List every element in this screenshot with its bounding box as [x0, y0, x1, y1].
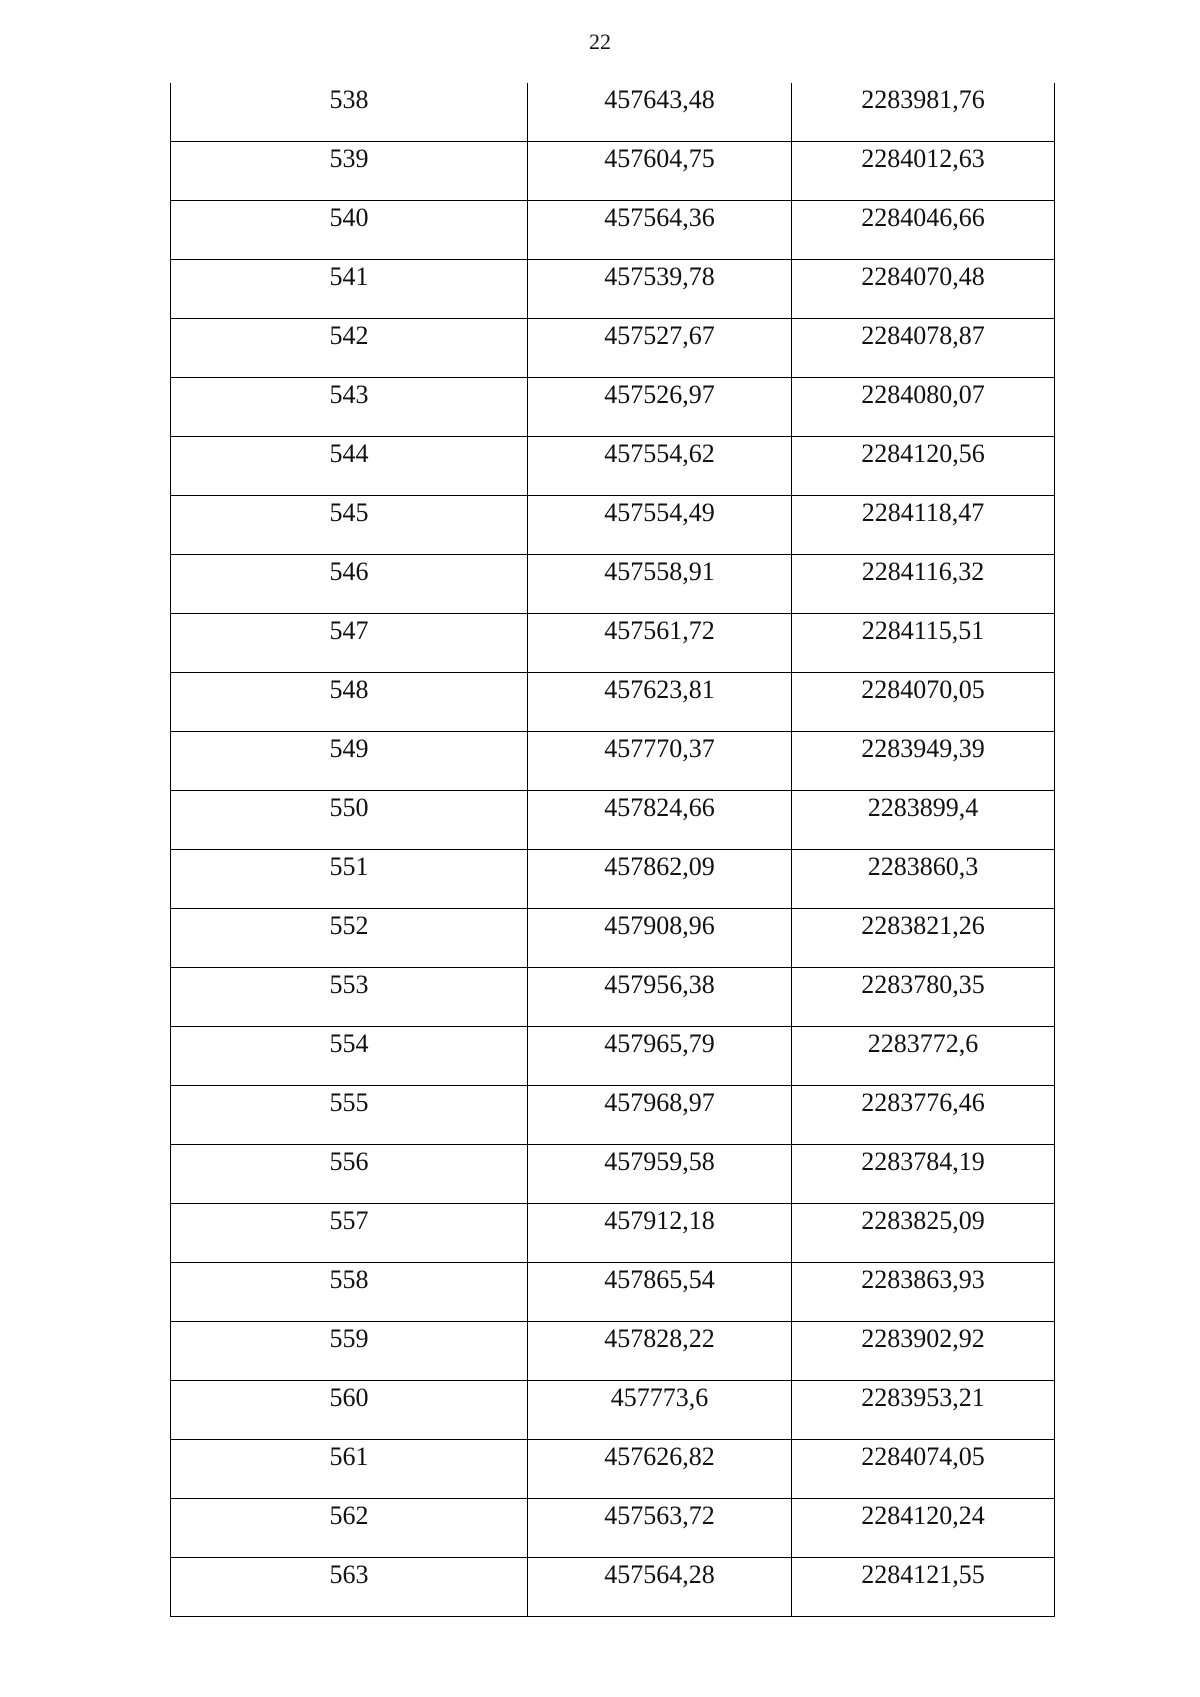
- y-coordinate-cell: [792, 83, 1055, 142]
- table-row: [171, 1558, 1055, 1617]
- cell-text: 457912,18: [604, 1206, 715, 1235]
- cell-text: 2283899,4: [867, 793, 979, 822]
- cell-text: 2284074,05: [861, 1442, 985, 1471]
- cell-text: 555: [329, 1088, 369, 1117]
- table-row: [171, 1027, 1055, 1086]
- table-row: [171, 142, 1055, 201]
- y-coordinate-cell: [792, 909, 1055, 968]
- x-coordinate-cell: [528, 378, 792, 437]
- cell-text: 556: [329, 1147, 369, 1176]
- x-coordinate-cell: [528, 1499, 792, 1558]
- y-coordinate-cell: [792, 1440, 1055, 1499]
- cell-text: 2283780,35: [861, 970, 985, 999]
- cell-text: 457563,72: [604, 1501, 715, 1530]
- y-coordinate-cell: [792, 1322, 1055, 1381]
- cell-text: 457956,38: [604, 970, 715, 999]
- cell-text: 553: [329, 970, 369, 999]
- y-coordinate-cell: [792, 201, 1055, 260]
- x-coordinate-cell: [528, 1145, 792, 1204]
- x-coordinate-cell: [528, 1381, 792, 1440]
- x-coordinate-cell: [528, 673, 792, 732]
- point-number-cell: [171, 201, 528, 260]
- cell-text: 559: [329, 1324, 369, 1353]
- x-coordinate-cell: [528, 437, 792, 496]
- cell-text: 2284116,32: [861, 557, 985, 586]
- point-number-cell: [171, 909, 528, 968]
- cell-text: 2284078,87: [861, 321, 985, 350]
- cell-text: 457862,09: [604, 852, 715, 881]
- point-number-cell: [171, 1440, 528, 1499]
- x-coordinate-cell: [528, 319, 792, 378]
- cell-text: 457561,72: [604, 616, 715, 645]
- cell-text: 457770,37: [604, 734, 715, 763]
- cell-text: 2283772,6: [867, 1029, 979, 1058]
- table-row: [171, 791, 1055, 850]
- cell-text: 562: [329, 1501, 369, 1530]
- coordinates-table-body: [171, 83, 1055, 1617]
- point-number-cell: [171, 1558, 528, 1617]
- cell-text: 457965,79: [604, 1029, 715, 1058]
- x-coordinate-cell: [528, 496, 792, 555]
- cell-text: 457526,97: [604, 380, 715, 409]
- cell-text: 551: [329, 852, 369, 881]
- y-coordinate-cell: [792, 319, 1055, 378]
- point-number-cell: [171, 1145, 528, 1204]
- point-number-cell: [171, 1086, 528, 1145]
- cell-text: 457554,49: [604, 498, 715, 527]
- point-number-cell: [171, 1322, 528, 1381]
- table-row: [171, 319, 1055, 378]
- table-row: [171, 1381, 1055, 1440]
- y-coordinate-cell: [792, 1145, 1055, 1204]
- table-row: [171, 83, 1055, 142]
- point-number-cell: [171, 614, 528, 673]
- cell-text: 457604,75: [604, 144, 715, 173]
- x-coordinate-cell: [528, 1027, 792, 1086]
- cell-text: 2283949,39: [861, 734, 985, 763]
- x-coordinate-cell: [528, 83, 792, 142]
- cell-text: 457959,58: [604, 1147, 715, 1176]
- cell-text: 563: [329, 1560, 369, 1589]
- table-row: [171, 1263, 1055, 1322]
- y-coordinate-cell: [792, 1263, 1055, 1322]
- x-coordinate-cell: [528, 850, 792, 909]
- cell-text: 2284118,47: [861, 498, 985, 527]
- cell-text: 2283902,92: [861, 1324, 985, 1353]
- point-number-cell: [171, 968, 528, 1027]
- y-coordinate-cell: [792, 614, 1055, 673]
- x-coordinate-cell: [528, 1086, 792, 1145]
- cell-text: 457865,54: [604, 1265, 715, 1294]
- cell-text: 457908,96: [604, 911, 715, 940]
- point-number-cell: [171, 732, 528, 791]
- y-coordinate-cell: [792, 378, 1055, 437]
- cell-text: 2284070,05: [861, 675, 985, 704]
- point-number-cell: [171, 260, 528, 319]
- point-number-cell: [171, 673, 528, 732]
- x-coordinate-cell: [528, 260, 792, 319]
- table-row: [171, 614, 1055, 673]
- y-coordinate-cell: [792, 791, 1055, 850]
- cell-text: 457643,48: [604, 85, 715, 114]
- table-row: [171, 1322, 1055, 1381]
- cell-text: 457558,91: [604, 557, 715, 586]
- point-number-cell: [171, 1263, 528, 1322]
- cell-text: 2283784,19: [861, 1147, 985, 1176]
- y-coordinate-cell: [792, 1381, 1055, 1440]
- cell-text: 546: [329, 557, 369, 586]
- y-coordinate-cell: [792, 673, 1055, 732]
- cell-text: 2283825,09: [861, 1206, 985, 1235]
- cell-text: 2284012,63: [861, 144, 985, 173]
- table-row: [171, 1204, 1055, 1263]
- cell-text: 2283776,46: [861, 1088, 985, 1117]
- x-coordinate-cell: [528, 909, 792, 968]
- cell-text: 545: [329, 498, 369, 527]
- y-coordinate-cell: [792, 1086, 1055, 1145]
- table-row: [171, 909, 1055, 968]
- y-coordinate-cell: [792, 850, 1055, 909]
- cell-text: 2283863,93: [861, 1265, 985, 1294]
- point-number-cell: [171, 378, 528, 437]
- cell-text: 542: [329, 321, 369, 350]
- cell-text: 2284080,07: [861, 380, 985, 409]
- cell-text: 557: [329, 1206, 369, 1235]
- cell-text: 457824,66: [604, 793, 715, 822]
- table-row: [171, 437, 1055, 496]
- y-coordinate-cell: [792, 1204, 1055, 1263]
- cell-text: 550: [329, 793, 369, 822]
- cell-text: 457554,62: [604, 439, 715, 468]
- cell-text: 2284115,51: [861, 616, 985, 645]
- point-number-cell: [171, 142, 528, 201]
- point-number-cell: [171, 791, 528, 850]
- page-number: 22: [589, 29, 611, 54]
- cell-text: 2283860,3: [867, 852, 979, 881]
- y-coordinate-cell: [792, 437, 1055, 496]
- y-coordinate-cell: [792, 142, 1055, 201]
- x-coordinate-cell: [528, 201, 792, 260]
- y-coordinate-cell: [792, 732, 1055, 791]
- x-coordinate-cell: [528, 614, 792, 673]
- cell-text: 457527,67: [604, 321, 715, 350]
- table-row: [171, 201, 1055, 260]
- cell-text: 457623,81: [604, 675, 715, 704]
- cell-text: 547: [329, 616, 369, 645]
- point-number-cell: [171, 850, 528, 909]
- x-coordinate-cell: [528, 142, 792, 201]
- cell-text: 540: [329, 203, 369, 232]
- x-coordinate-cell: [528, 555, 792, 614]
- y-coordinate-cell: [792, 1499, 1055, 1558]
- cell-text: 541: [329, 262, 369, 291]
- x-coordinate-cell: [528, 791, 792, 850]
- table-row: [171, 378, 1055, 437]
- x-coordinate-cell: [528, 968, 792, 1027]
- table-row: [171, 1145, 1055, 1204]
- table-row: [171, 1086, 1055, 1145]
- table-row: [171, 968, 1055, 1027]
- cell-text: 561: [329, 1442, 369, 1471]
- cell-text: 558: [329, 1265, 369, 1294]
- cell-text: 2283981,76: [861, 85, 985, 114]
- y-coordinate-cell: [792, 1027, 1055, 1086]
- cell-text: 2284121,55: [861, 1560, 985, 1589]
- cell-text: 538: [329, 85, 369, 114]
- point-number-cell: [171, 319, 528, 378]
- cell-text: 2284120,56: [861, 439, 985, 468]
- cell-text: 457539,78: [604, 262, 715, 291]
- point-number-cell: [171, 1204, 528, 1263]
- point-number-cell: [171, 1027, 528, 1086]
- y-coordinate-cell: [792, 555, 1055, 614]
- x-coordinate-cell: [528, 1263, 792, 1322]
- cell-text: 2283953,21: [861, 1383, 985, 1412]
- table-row: [171, 1499, 1055, 1558]
- point-number-cell: [171, 437, 528, 496]
- cell-text: 457564,36: [604, 203, 715, 232]
- cell-text: 543: [329, 380, 369, 409]
- cell-text: 457968,97: [604, 1088, 715, 1117]
- cell-text: 2283821,26: [861, 911, 985, 940]
- coordinates-table: [170, 83, 1055, 1617]
- cell-text: 457564,28: [604, 1560, 715, 1589]
- table-row: [171, 1440, 1055, 1499]
- point-number-cell: [171, 1381, 528, 1440]
- table-row: [171, 555, 1055, 614]
- cell-text: 539: [329, 144, 369, 173]
- table-row: [171, 732, 1055, 791]
- y-coordinate-cell: [792, 496, 1055, 555]
- x-coordinate-cell: [528, 732, 792, 791]
- y-coordinate-cell: [792, 968, 1055, 1027]
- x-coordinate-cell: [528, 1204, 792, 1263]
- table-row: [171, 673, 1055, 732]
- y-coordinate-cell: [792, 260, 1055, 319]
- x-coordinate-cell: [528, 1322, 792, 1381]
- cell-text: 560: [329, 1383, 369, 1412]
- y-coordinate-cell: [792, 1558, 1055, 1617]
- x-coordinate-cell: [528, 1558, 792, 1617]
- point-number-cell: [171, 555, 528, 614]
- cell-text: 548: [329, 675, 369, 704]
- point-number-cell: [171, 83, 528, 142]
- table-row: [171, 850, 1055, 909]
- cell-text: 457828,22: [604, 1324, 715, 1353]
- cell-text: 457773,6: [610, 1383, 709, 1412]
- cell-text: 2284046,66: [861, 203, 985, 232]
- x-coordinate-cell: [528, 1440, 792, 1499]
- cell-text: 552: [329, 911, 369, 940]
- table-row: [171, 260, 1055, 319]
- point-number-cell: [171, 1499, 528, 1558]
- cell-text: 549: [329, 734, 369, 763]
- cell-text: 554: [329, 1029, 369, 1058]
- cell-text: 2284070,48: [861, 262, 985, 291]
- point-number-cell: [171, 496, 528, 555]
- cell-text: 544: [329, 439, 369, 468]
- table-row: [171, 496, 1055, 555]
- cell-text: 2284120,24: [861, 1501, 985, 1530]
- cell-text: 457626,82: [604, 1442, 715, 1471]
